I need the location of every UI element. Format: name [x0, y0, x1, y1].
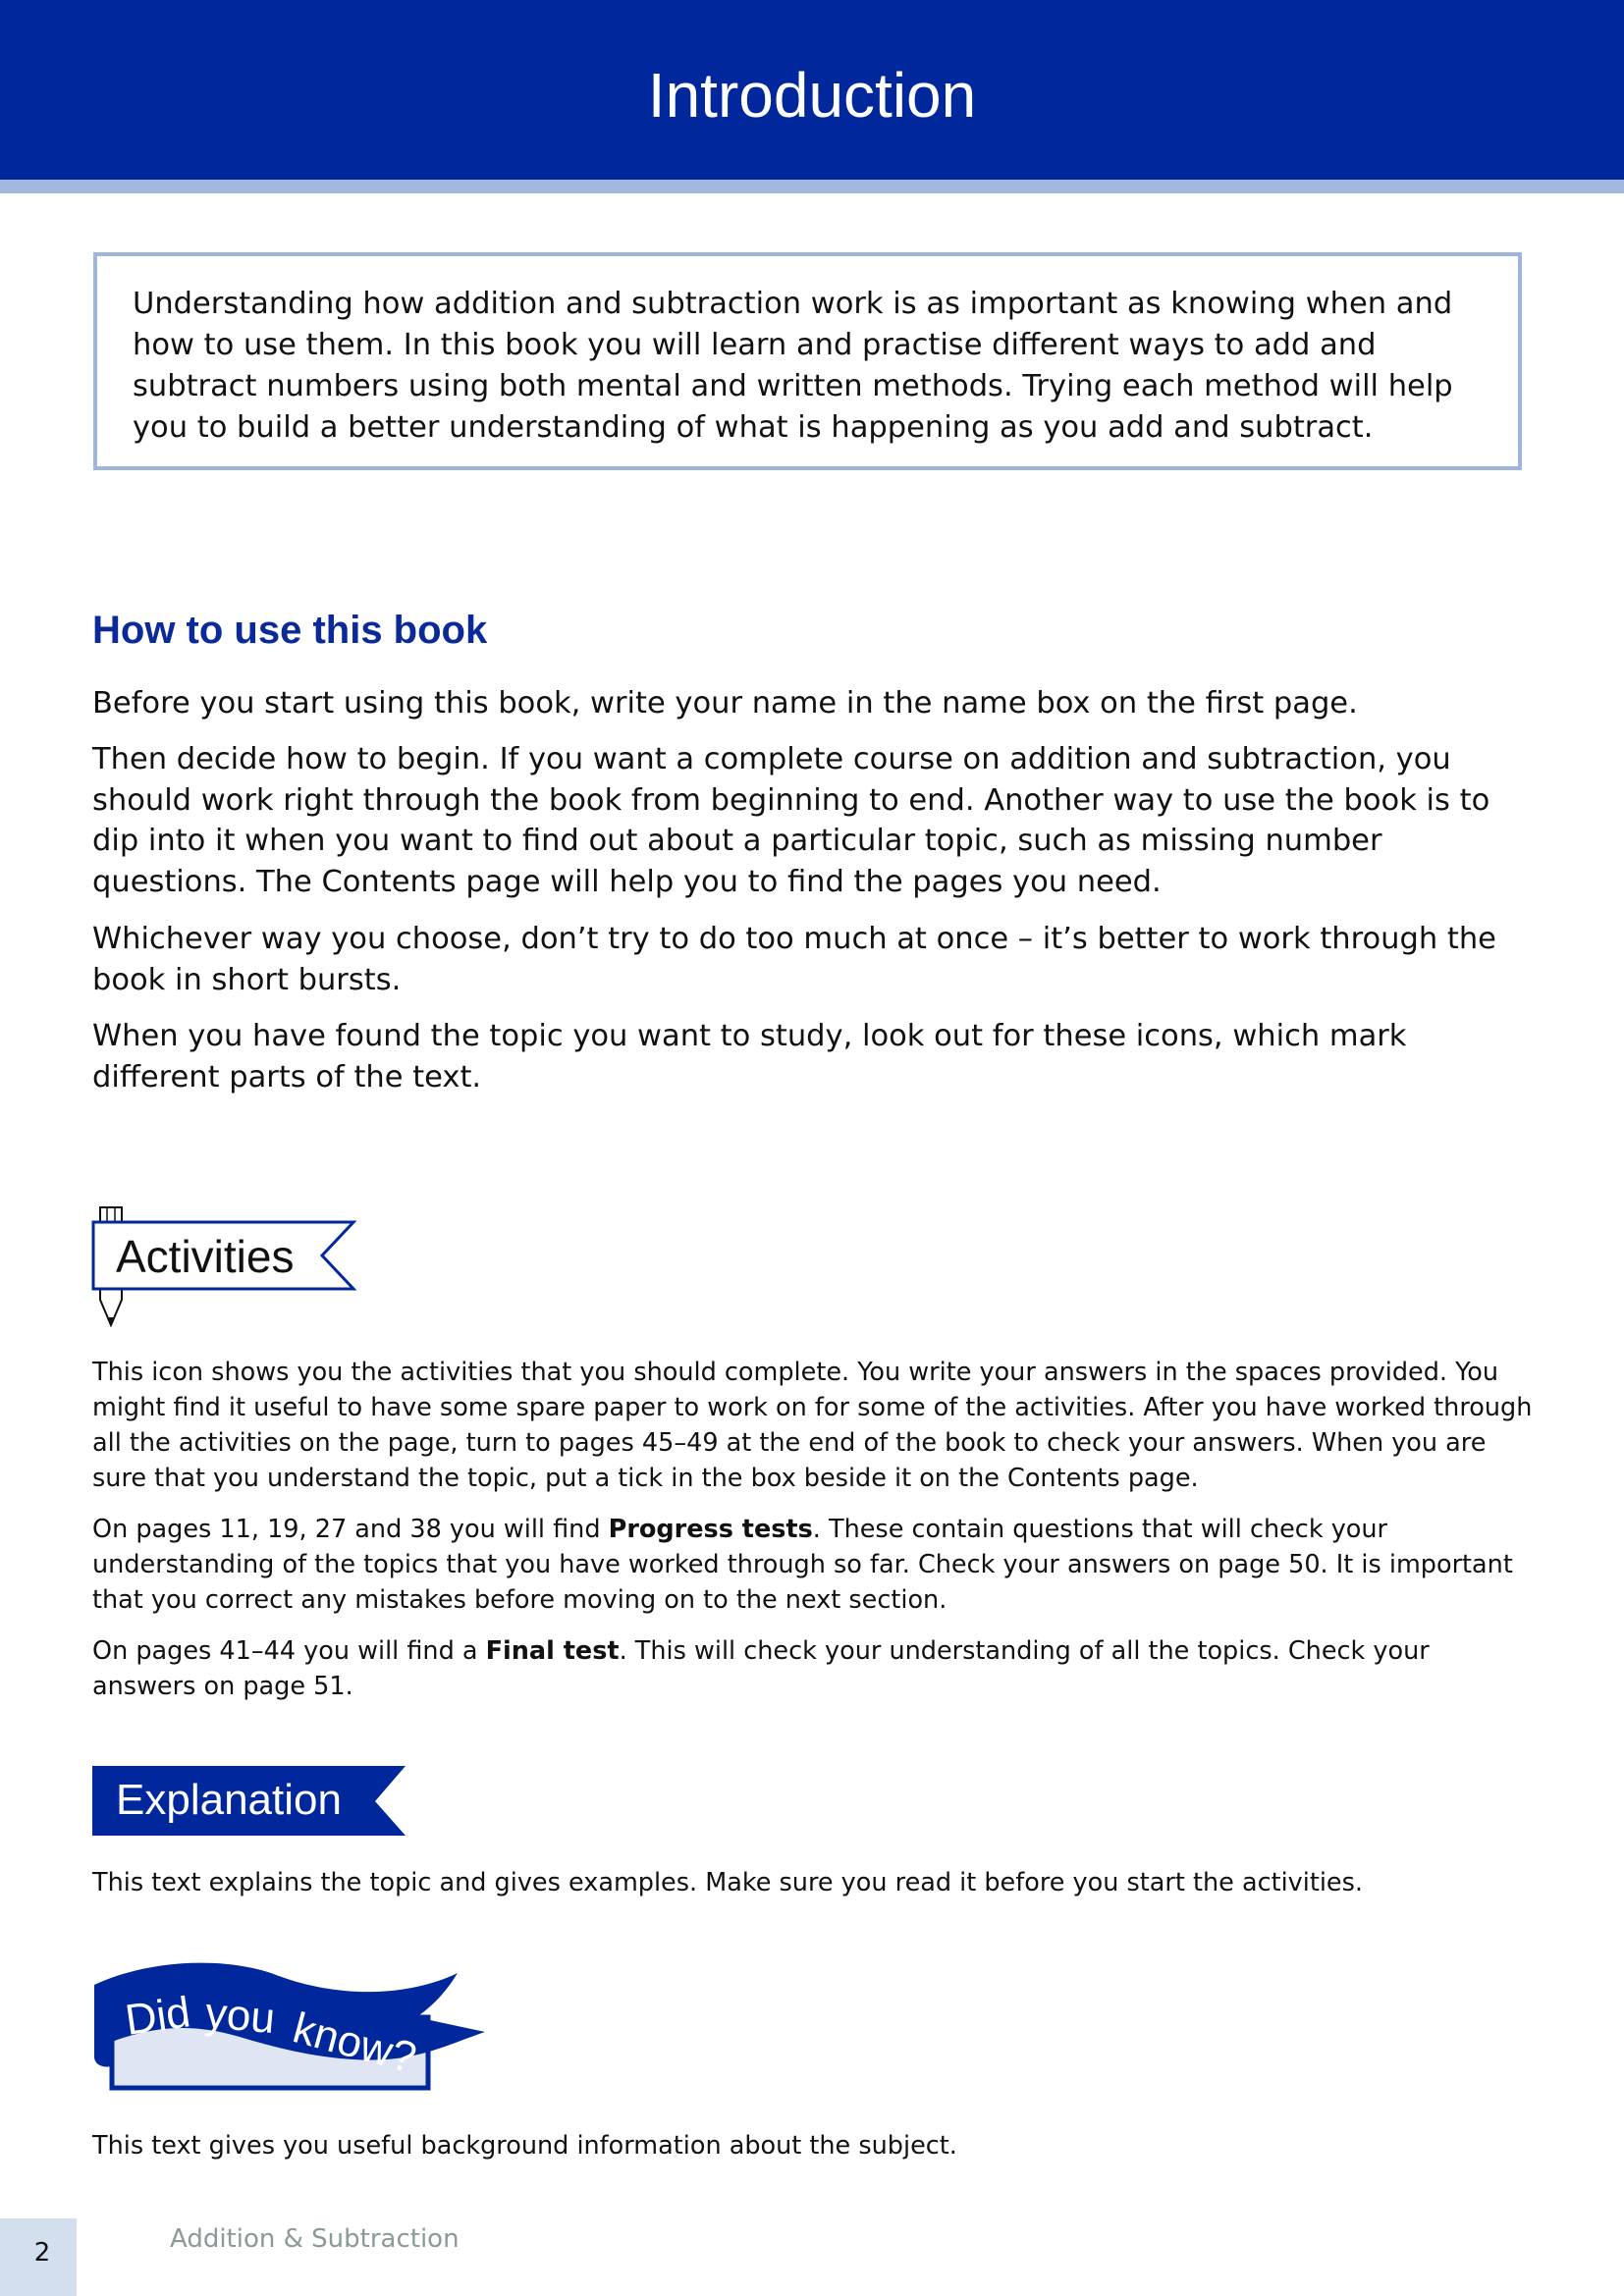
did-you-know-text-b: you [203, 1989, 278, 2044]
header-stripe [0, 180, 1624, 193]
activities-label: Activities [116, 1231, 295, 1282]
page-number: 2 [33, 2238, 51, 2268]
activities-text: This icon shows you the activities that you should complete. You write your answers in the spaces provided. You might find it useful to have some spare paper to work on for some of the activities. After you have worked through all the activities on the page, turn to pages 45–49 at the end of the book to check your answers. When you are sure that you understand the topic, put a tick in the box beside it on the Contents page. [92, 1358, 1533, 1493]
progress-tests-emphasis: Progress tests [608, 1515, 813, 1544]
intro-box: Understanding how addition and subtraction work is as important as knowing when and how to use them. In this book you will learn and practise different ways to add and subtract numbers using both mental and written methods. Trying each method will help you to build a better understanding of what is happening as you add and subtract. [93, 252, 1522, 470]
page-title: Introduction [647, 60, 977, 131]
text: . These contain questions that will check your understanding of the topics that you have worked through so far. Check your answers on page 50. It is important that you correct any mistakes before moving on to the next section. [92, 1515, 1513, 1615]
did-you-know-text-a: Did [122, 1988, 193, 2045]
final-test-text [92, 1633, 1536, 1704]
did-you-know-text-c: know? [288, 2003, 421, 2083]
footer-book-title: Addition & Subtraction [170, 2224, 460, 2254]
text: On pages 41–44 you will find a [92, 1636, 486, 1666]
paragraph: Whichever way you choose, don’t try to do too much at once – it’s better to work through the book in short bursts. [92, 922, 1496, 997]
paragraph: Then decide how to begin. If you want a complete course on addition and subtraction, you should work right through the book from beginning to end. Another way to use the book is to dip into it when you want to find out about a particular topic, such as missing number questions. The Contents page will help you to find the pages you need. [92, 742, 1490, 899]
final-test-emphasis: Final test [485, 1636, 620, 1666]
did-you-know-text: This text gives you useful background information about the subject. [92, 2131, 957, 2161]
explanation-label: Explanation [116, 1776, 342, 1824]
progress-tests-text [92, 1512, 1536, 1618]
paragraph: Before you start using this book, write your name in the name box on the first page. [92, 686, 1358, 721]
paragraph: When you have found the topic you want to study, look out for these icons, which mark different parts of the text. [92, 1019, 1407, 1095]
text: On pages 11, 19, 27 and 38 you will find [92, 1515, 609, 1544]
text: . This will check your understanding of all the topics. Check your answers on page 51. [92, 1636, 1430, 1701]
section-heading: How to use this book [92, 609, 488, 652]
did-you-know-banner-icon [92, 1958, 495, 2096]
explanation-text: This text explains the topic and gives examples. Make sure you read it before you start the activities. [92, 1868, 1364, 1897]
